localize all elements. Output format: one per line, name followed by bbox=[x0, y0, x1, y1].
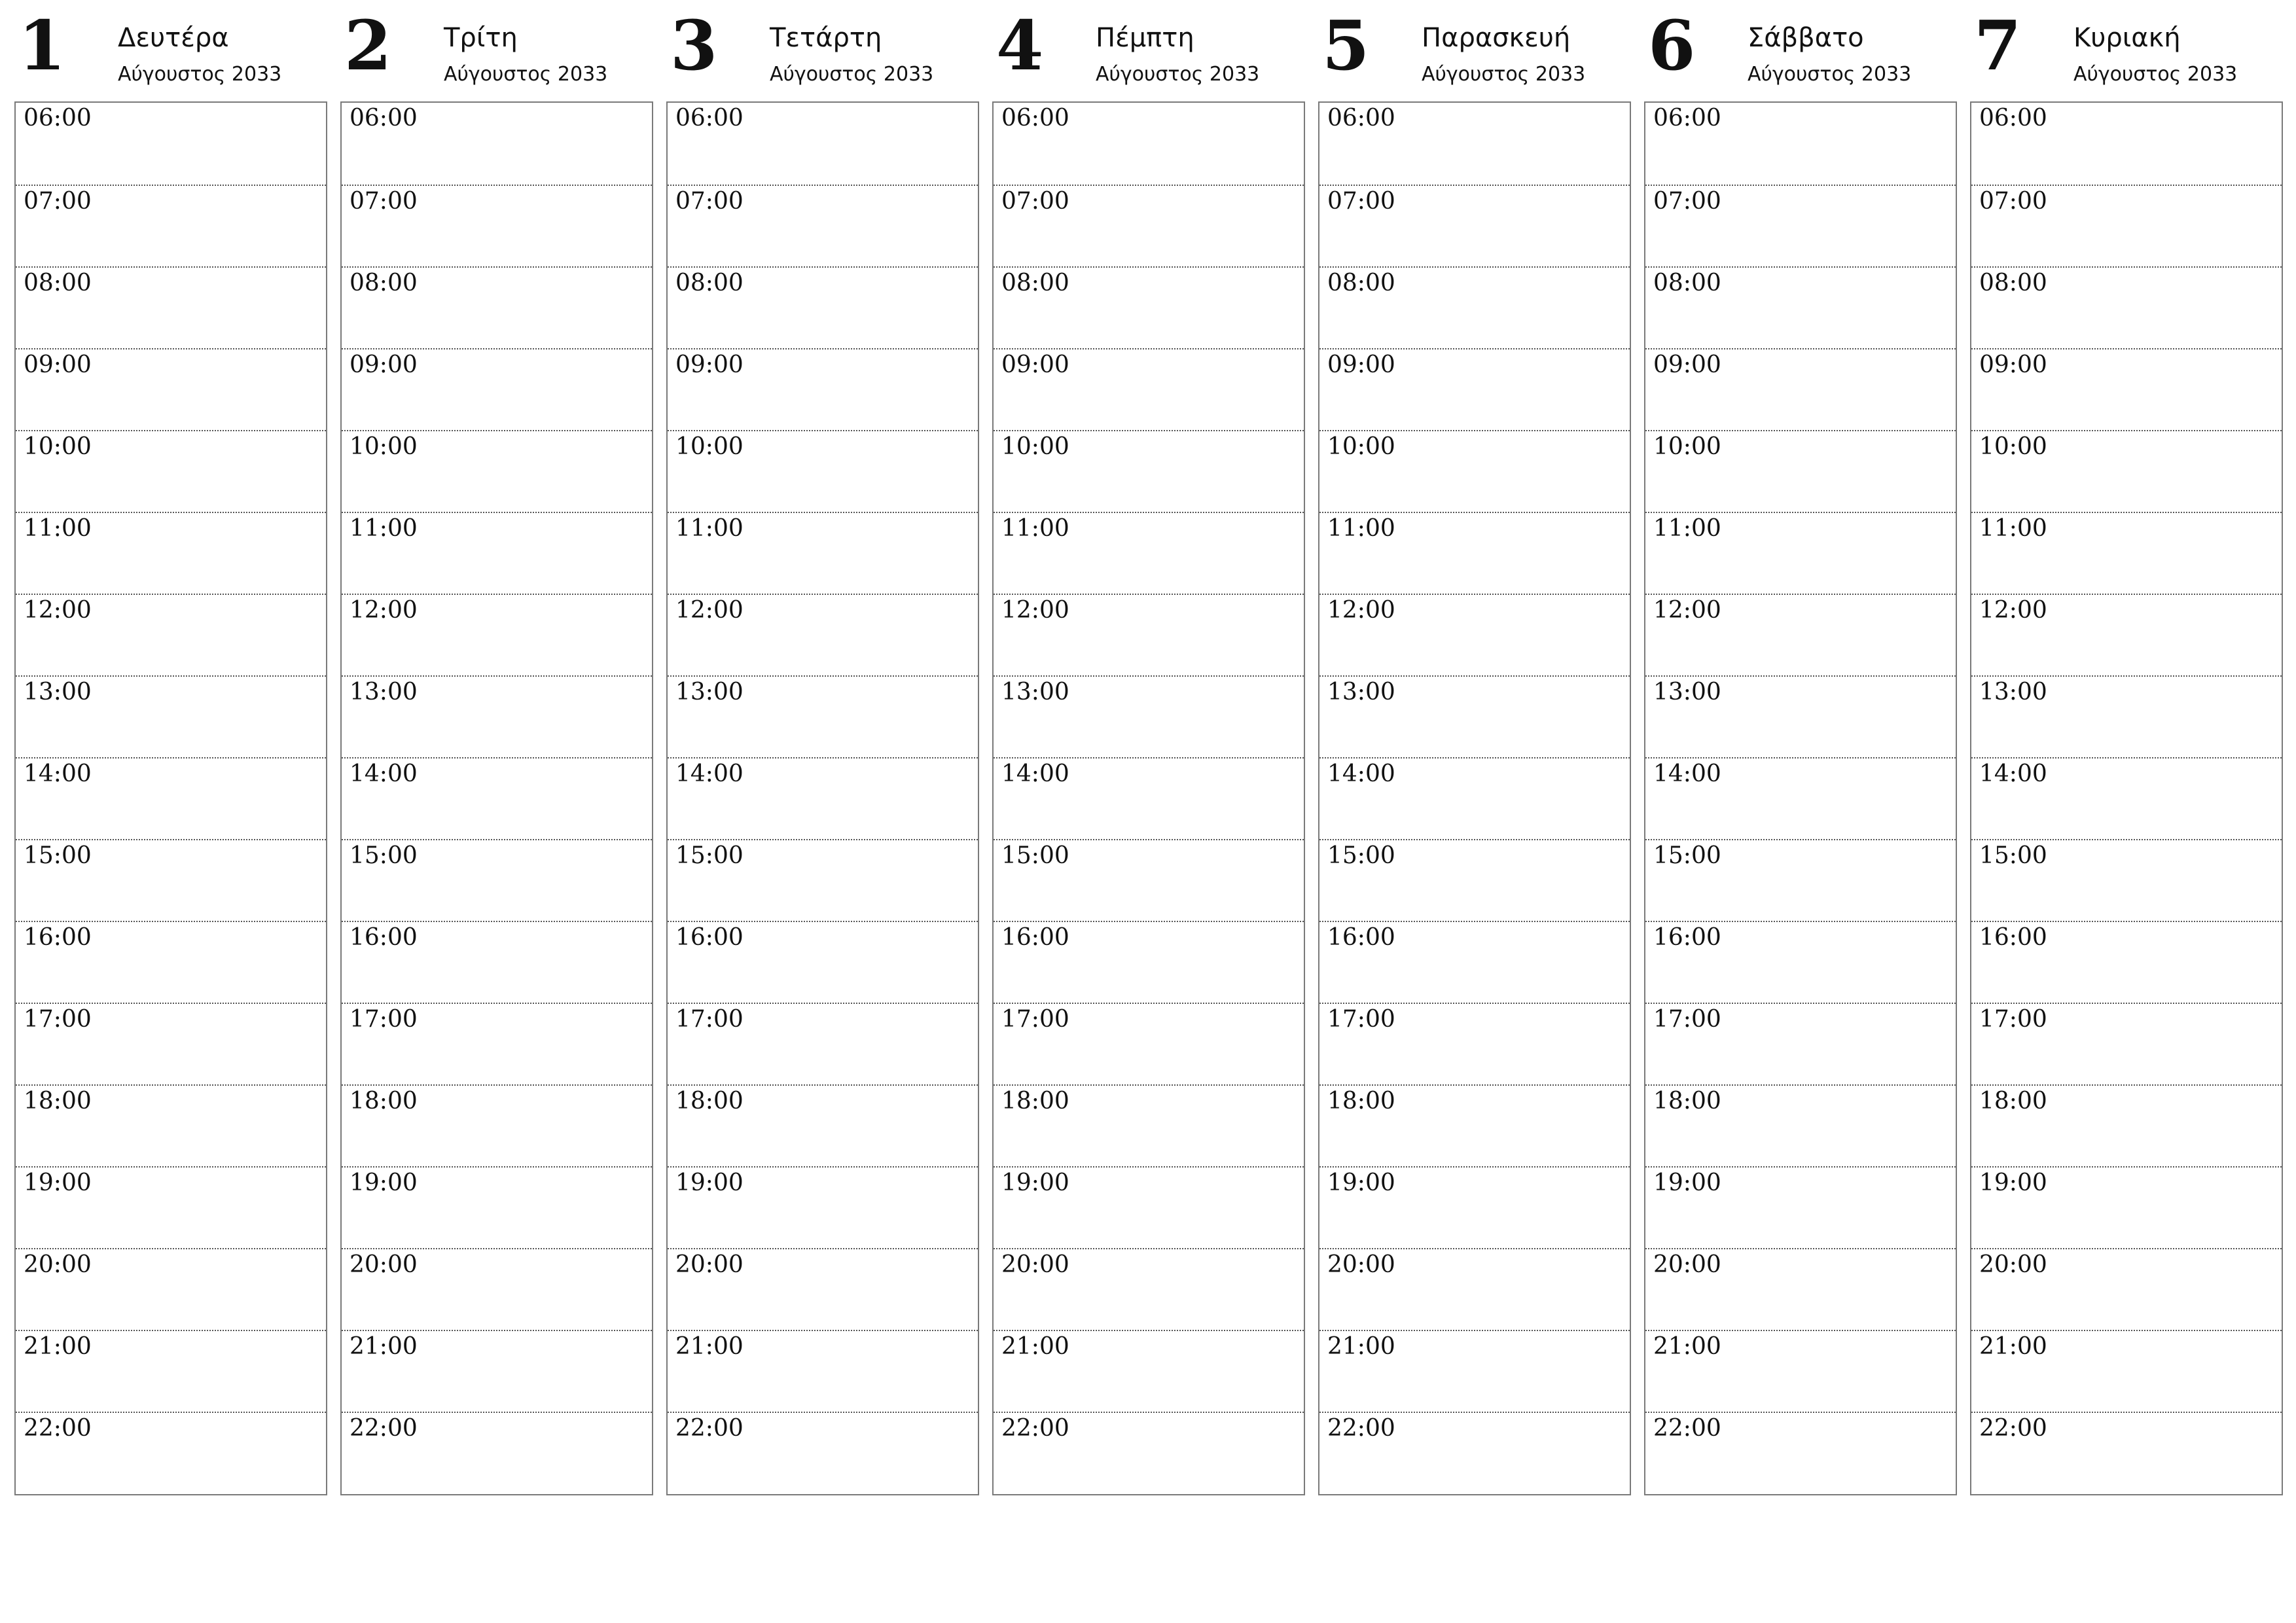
hour-label: 12:00 bbox=[1327, 597, 1395, 624]
day-column bbox=[1318, 0, 1631, 1442]
hour-label: 12:00 bbox=[675, 597, 744, 624]
hour-slot[interactable] bbox=[342, 921, 652, 1004]
hour-label: 06:00 bbox=[675, 105, 744, 132]
hour-label: 16:00 bbox=[1327, 924, 1395, 951]
hour-label: 18:00 bbox=[1653, 1088, 1721, 1115]
hour-slot[interactable] bbox=[668, 921, 978, 1004]
hour-slot[interactable] bbox=[994, 348, 1304, 431]
hour-label: 19:00 bbox=[1327, 1169, 1395, 1196]
hour-slots-box bbox=[1970, 101, 2283, 1495]
hour-slot[interactable] bbox=[668, 1248, 978, 1331]
hour-slot[interactable] bbox=[994, 839, 1304, 922]
hour-slot[interactable] bbox=[1645, 348, 1956, 431]
hour-slot[interactable] bbox=[668, 185, 978, 268]
hour-slots-box bbox=[992, 101, 1305, 1495]
hour-slot[interactable] bbox=[1645, 1248, 1956, 1331]
hour-label: 11:00 bbox=[1001, 515, 1069, 542]
day-header bbox=[666, 0, 979, 101]
hour-label: 17:00 bbox=[1979, 1006, 2047, 1033]
hour-slot[interactable] bbox=[1319, 430, 1630, 513]
hour-slot[interactable] bbox=[994, 430, 1304, 513]
hour-slot[interactable] bbox=[994, 1003, 1304, 1086]
hour-slot[interactable] bbox=[1645, 430, 1956, 513]
hour-label: 13:00 bbox=[1001, 679, 1069, 705]
hour-label: 22:00 bbox=[1653, 1415, 1721, 1442]
hour-slot[interactable] bbox=[1645, 594, 1956, 677]
hour-slot[interactable] bbox=[342, 1248, 652, 1331]
hour-slot[interactable] bbox=[1319, 1330, 1630, 1413]
hour-slot[interactable] bbox=[1645, 921, 1956, 1004]
hour-slot[interactable] bbox=[342, 594, 652, 677]
hour-slot[interactable] bbox=[1319, 266, 1630, 349]
hour-slot[interactable] bbox=[16, 757, 326, 840]
hour-label: 15:00 bbox=[1327, 842, 1395, 869]
hour-label: 20:00 bbox=[350, 1251, 418, 1278]
hour-slot[interactable] bbox=[1971, 594, 2282, 677]
day-number: 1 bbox=[18, 5, 66, 86]
hour-label: 15:00 bbox=[675, 842, 744, 869]
hour-label: 12:00 bbox=[24, 597, 92, 624]
hour-label: 21:00 bbox=[1653, 1333, 1721, 1360]
day-column bbox=[992, 0, 1305, 1442]
hour-label: 08:00 bbox=[24, 270, 92, 296]
day-header bbox=[1644, 0, 1957, 101]
hour-label: 14:00 bbox=[1327, 760, 1395, 787]
hour-slot[interactable] bbox=[668, 103, 978, 185]
hour-label: 10:00 bbox=[1653, 433, 1721, 460]
month-year: Αύγουστος 2033 bbox=[2073, 63, 2238, 86]
hour-slot[interactable] bbox=[1971, 921, 2282, 1004]
hour-slot[interactable] bbox=[342, 103, 652, 185]
hour-slot[interactable] bbox=[668, 594, 978, 677]
hour-label: 14:00 bbox=[1979, 760, 2047, 787]
hour-slot[interactable] bbox=[668, 1003, 978, 1086]
day-name: Κυριακή bbox=[2073, 23, 2181, 53]
hour-label: 17:00 bbox=[350, 1006, 418, 1033]
hour-label: 07:00 bbox=[1001, 188, 1069, 215]
hour-label: 12:00 bbox=[1653, 597, 1721, 624]
hour-label: 16:00 bbox=[1001, 924, 1069, 951]
day-column bbox=[340, 0, 653, 1442]
hour-slot[interactable] bbox=[1971, 348, 2282, 431]
day-header bbox=[340, 0, 653, 101]
hour-label: 15:00 bbox=[1653, 842, 1721, 869]
hour-slot[interactable] bbox=[1645, 1412, 1956, 1495]
hour-label: 12:00 bbox=[350, 597, 418, 624]
hour-slot[interactable] bbox=[342, 757, 652, 840]
hour-slot[interactable] bbox=[16, 1003, 326, 1086]
hour-label: 20:00 bbox=[1653, 1251, 1721, 1278]
hour-label: 07:00 bbox=[24, 188, 92, 215]
hour-slot[interactable] bbox=[342, 348, 652, 431]
hour-slot[interactable] bbox=[16, 1330, 326, 1413]
day-name: Τετάρτη bbox=[770, 23, 882, 53]
hour-slot[interactable] bbox=[1319, 757, 1630, 840]
hour-slot[interactable] bbox=[994, 1330, 1304, 1413]
hour-label: 16:00 bbox=[24, 924, 92, 951]
hour-slot[interactable] bbox=[994, 185, 1304, 268]
hour-label: 10:00 bbox=[350, 433, 418, 460]
month-year: Αύγουστος 2033 bbox=[770, 63, 934, 86]
hour-label: 20:00 bbox=[1327, 1251, 1395, 1278]
hour-label: 15:00 bbox=[1979, 842, 2047, 869]
hour-slot[interactable] bbox=[668, 839, 978, 922]
hour-label: 09:00 bbox=[1653, 351, 1721, 378]
hour-label: 07:00 bbox=[1979, 188, 2047, 215]
hour-label: 22:00 bbox=[1979, 1415, 2047, 1442]
hour-slot[interactable] bbox=[1971, 430, 2282, 513]
hour-slot[interactable] bbox=[1971, 1330, 2282, 1413]
hour-slot[interactable] bbox=[1319, 675, 1630, 758]
hour-label: 11:00 bbox=[675, 515, 744, 542]
hour-label: 10:00 bbox=[24, 433, 92, 460]
hour-label: 09:00 bbox=[1327, 351, 1395, 378]
hour-label: 22:00 bbox=[350, 1415, 418, 1442]
hour-slot[interactable] bbox=[1319, 1084, 1630, 1168]
hour-slot[interactable] bbox=[668, 1166, 978, 1249]
hour-slot[interactable] bbox=[668, 1412, 978, 1495]
hour-label: 09:00 bbox=[350, 351, 418, 378]
hour-slot[interactable] bbox=[994, 1248, 1304, 1331]
hour-label: 08:00 bbox=[1653, 270, 1721, 296]
day-header bbox=[992, 0, 1305, 101]
hour-label: 14:00 bbox=[350, 760, 418, 787]
hour-label: 17:00 bbox=[1327, 1006, 1395, 1033]
hour-label: 09:00 bbox=[1001, 351, 1069, 378]
hour-label: 06:00 bbox=[1653, 105, 1721, 132]
day-number: 3 bbox=[670, 5, 718, 86]
hour-slot[interactable] bbox=[994, 921, 1304, 1004]
hour-slots-box bbox=[340, 101, 653, 1495]
hour-label: 21:00 bbox=[350, 1333, 418, 1360]
hour-label: 14:00 bbox=[1001, 760, 1069, 787]
hour-label: 14:00 bbox=[675, 760, 744, 787]
hour-slot[interactable] bbox=[994, 757, 1304, 840]
hour-slot[interactable] bbox=[342, 266, 652, 349]
hour-slot[interactable] bbox=[1645, 1003, 1956, 1086]
day-name: Πέμπτη bbox=[1096, 23, 1194, 53]
hour-label: 17:00 bbox=[1001, 1006, 1069, 1033]
month-year: Αύγουστος 2033 bbox=[1096, 63, 1260, 86]
hour-label: 22:00 bbox=[24, 1415, 92, 1442]
hour-label: 10:00 bbox=[1001, 433, 1069, 460]
hour-label: 10:00 bbox=[675, 433, 744, 460]
hour-slot[interactable] bbox=[994, 1166, 1304, 1249]
day-number: 7 bbox=[1974, 5, 2022, 86]
hour-slot[interactable] bbox=[342, 1330, 652, 1413]
hour-slot[interactable] bbox=[668, 348, 978, 431]
hour-label: 18:00 bbox=[24, 1088, 92, 1115]
hour-slot[interactable] bbox=[342, 1166, 652, 1249]
hour-label: 06:00 bbox=[24, 105, 92, 132]
hour-label: 22:00 bbox=[675, 1415, 744, 1442]
hour-label: 19:00 bbox=[1979, 1169, 2047, 1196]
hour-slots-box bbox=[1644, 101, 1957, 1495]
day-header bbox=[1318, 0, 1631, 101]
hour-slot[interactable] bbox=[1645, 1084, 1956, 1168]
hour-slot[interactable] bbox=[1971, 1412, 2282, 1495]
hour-slot[interactable] bbox=[1645, 757, 1956, 840]
day-name: Παρασκευή bbox=[1422, 23, 1571, 53]
hour-slot[interactable] bbox=[1645, 1330, 1956, 1413]
hour-label: 11:00 bbox=[1979, 515, 2047, 542]
hour-slot[interactable] bbox=[994, 594, 1304, 677]
hour-label: 18:00 bbox=[1979, 1088, 2047, 1115]
hour-slot[interactable] bbox=[1971, 266, 2282, 349]
hour-label: 11:00 bbox=[350, 515, 418, 542]
hour-label: 07:00 bbox=[1653, 188, 1721, 215]
hour-slot[interactable] bbox=[16, 675, 326, 758]
hour-label: 17:00 bbox=[675, 1006, 744, 1033]
hour-slot[interactable] bbox=[1319, 594, 1630, 677]
hour-slot[interactable] bbox=[1319, 1412, 1630, 1495]
day-column bbox=[666, 0, 979, 1442]
hour-label: 13:00 bbox=[1653, 679, 1721, 705]
day-column bbox=[1644, 0, 1957, 1442]
hour-slot[interactable] bbox=[994, 512, 1304, 595]
hour-label: 18:00 bbox=[1001, 1088, 1069, 1115]
hour-label: 15:00 bbox=[350, 842, 418, 869]
hour-label: 19:00 bbox=[675, 1169, 744, 1196]
hour-label: 09:00 bbox=[24, 351, 92, 378]
hour-slot[interactable] bbox=[1319, 1248, 1630, 1331]
month-year: Αύγουστος 2033 bbox=[1748, 63, 1912, 86]
hour-slot[interactable] bbox=[1319, 185, 1630, 268]
hour-label: 16:00 bbox=[350, 924, 418, 951]
hour-label: 20:00 bbox=[1979, 1251, 2047, 1278]
hour-slot[interactable] bbox=[16, 1248, 326, 1331]
hour-slot[interactable] bbox=[1645, 1166, 1956, 1249]
hour-slot[interactable] bbox=[1319, 1166, 1630, 1249]
hour-slot[interactable] bbox=[1319, 1003, 1630, 1086]
month-year: Αύγουστος 2033 bbox=[444, 63, 608, 86]
hour-label: 11:00 bbox=[1653, 515, 1721, 542]
day-name: Σάββατο bbox=[1748, 23, 1864, 53]
hour-slot[interactable] bbox=[1645, 266, 1956, 349]
hour-label: 17:00 bbox=[1653, 1006, 1721, 1033]
hour-slot[interactable] bbox=[994, 266, 1304, 349]
hour-slot[interactable] bbox=[16, 266, 326, 349]
hour-slot[interactable] bbox=[1971, 839, 2282, 922]
hour-label: 18:00 bbox=[1327, 1088, 1395, 1115]
hour-slot[interactable] bbox=[1645, 512, 1956, 595]
hour-slot[interactable] bbox=[668, 1084, 978, 1168]
hour-slot[interactable] bbox=[16, 430, 326, 513]
hour-label: 14:00 bbox=[1653, 760, 1721, 787]
hour-slot[interactable] bbox=[16, 839, 326, 922]
hour-slot[interactable] bbox=[342, 1084, 652, 1168]
hour-label: 19:00 bbox=[24, 1169, 92, 1196]
hour-slot[interactable] bbox=[668, 512, 978, 595]
hour-label: 06:00 bbox=[1327, 105, 1395, 132]
hour-slot[interactable] bbox=[1971, 1248, 2282, 1331]
hour-slot[interactable] bbox=[16, 1166, 326, 1249]
hour-label: 21:00 bbox=[1001, 1333, 1069, 1360]
hour-slot[interactable] bbox=[1645, 103, 1956, 185]
hour-label: 13:00 bbox=[675, 679, 744, 705]
hour-label: 21:00 bbox=[24, 1333, 92, 1360]
month-year: Αύγουστος 2033 bbox=[1422, 63, 1586, 86]
hour-slot[interactable] bbox=[668, 430, 978, 513]
hour-slot[interactable] bbox=[1319, 348, 1630, 431]
hour-slot[interactable] bbox=[668, 266, 978, 349]
day-name: Δευτέρα bbox=[118, 23, 229, 53]
hour-slot[interactable] bbox=[1971, 512, 2282, 595]
hour-slot[interactable] bbox=[1971, 675, 2282, 758]
hour-label: 09:00 bbox=[1979, 351, 2047, 378]
hour-slots-box bbox=[14, 101, 327, 1495]
hour-slot[interactable] bbox=[1319, 839, 1630, 922]
hour-slot[interactable] bbox=[342, 185, 652, 268]
day-number: 2 bbox=[344, 5, 392, 86]
hour-label: 15:00 bbox=[1001, 842, 1069, 869]
day-number: 4 bbox=[996, 5, 1044, 86]
hour-label: 14:00 bbox=[24, 760, 92, 787]
hour-label: 07:00 bbox=[350, 188, 418, 215]
hour-slot[interactable] bbox=[1971, 1166, 2282, 1249]
hour-slot[interactable] bbox=[994, 1084, 1304, 1168]
month-year: Αύγουστος 2033 bbox=[118, 63, 282, 86]
hour-slot[interactable] bbox=[342, 512, 652, 595]
day-name: Τρίτη bbox=[444, 23, 518, 53]
hour-slot[interactable] bbox=[1971, 185, 2282, 268]
hour-slot[interactable] bbox=[342, 430, 652, 513]
hour-slot[interactable] bbox=[994, 103, 1304, 185]
hour-label: 22:00 bbox=[1001, 1415, 1069, 1442]
hour-label: 16:00 bbox=[1653, 924, 1721, 951]
hour-slot[interactable] bbox=[1645, 839, 1956, 922]
hour-label: 10:00 bbox=[1979, 433, 2047, 460]
hour-label: 20:00 bbox=[24, 1251, 92, 1278]
hour-slot[interactable] bbox=[16, 512, 326, 595]
hour-slot[interactable] bbox=[1319, 512, 1630, 595]
hour-slot[interactable] bbox=[1645, 675, 1956, 758]
hour-slot[interactable] bbox=[16, 1412, 326, 1495]
hour-label: 12:00 bbox=[1001, 597, 1069, 624]
hour-slot[interactable] bbox=[1645, 185, 1956, 268]
hour-label: 17:00 bbox=[24, 1006, 92, 1033]
hour-slot[interactable] bbox=[668, 1330, 978, 1413]
hour-label: 08:00 bbox=[350, 270, 418, 296]
hour-label: 08:00 bbox=[1001, 270, 1069, 296]
hour-label: 09:00 bbox=[675, 351, 744, 378]
hour-slot[interactable] bbox=[1319, 921, 1630, 1004]
hour-slot[interactable] bbox=[16, 594, 326, 677]
hour-label: 12:00 bbox=[1979, 597, 2047, 624]
hour-slot[interactable] bbox=[1971, 1084, 2282, 1168]
hour-label: 13:00 bbox=[24, 679, 92, 705]
hour-slot[interactable] bbox=[16, 1084, 326, 1168]
hour-slot[interactable] bbox=[994, 1412, 1304, 1495]
hour-label: 16:00 bbox=[1979, 924, 2047, 951]
day-header bbox=[1970, 0, 2283, 101]
hour-label: 07:00 bbox=[1327, 188, 1395, 215]
hour-slots-box bbox=[666, 101, 979, 1495]
hour-label: 22:00 bbox=[1327, 1415, 1395, 1442]
hour-label: 13:00 bbox=[1327, 679, 1395, 705]
hour-slot[interactable] bbox=[1319, 103, 1630, 185]
hour-slot[interactable] bbox=[668, 757, 978, 840]
hour-label: 15:00 bbox=[24, 842, 92, 869]
hour-label: 08:00 bbox=[1327, 270, 1395, 296]
hour-slot[interactable] bbox=[16, 348, 326, 431]
hour-slot[interactable] bbox=[342, 839, 652, 922]
hour-label: 18:00 bbox=[675, 1088, 744, 1115]
hour-label: 10:00 bbox=[1327, 433, 1395, 460]
hour-label: 11:00 bbox=[24, 515, 92, 542]
hour-slot[interactable] bbox=[16, 921, 326, 1004]
hour-slot[interactable] bbox=[1971, 103, 2282, 185]
hour-label: 06:00 bbox=[1979, 105, 2047, 132]
hour-label: 20:00 bbox=[675, 1251, 744, 1278]
hour-slot[interactable] bbox=[342, 675, 652, 758]
hour-slot[interactable] bbox=[16, 185, 326, 268]
hour-label: 21:00 bbox=[1979, 1333, 2047, 1360]
hour-label: 19:00 bbox=[1653, 1169, 1721, 1196]
day-number: 6 bbox=[1648, 5, 1696, 86]
day-column bbox=[14, 0, 327, 1442]
hour-label: 19:00 bbox=[350, 1169, 418, 1196]
hour-slots-box bbox=[1318, 101, 1631, 1495]
hour-label: 20:00 bbox=[1001, 1251, 1069, 1278]
hour-label: 21:00 bbox=[675, 1333, 744, 1360]
day-number: 5 bbox=[1322, 5, 1370, 86]
hour-slot[interactable] bbox=[1971, 1003, 2282, 1086]
hour-slot[interactable] bbox=[16, 103, 326, 185]
day-column bbox=[1970, 0, 2283, 1442]
hour-label: 07:00 bbox=[675, 188, 744, 215]
hour-slot[interactable] bbox=[342, 1003, 652, 1086]
hour-label: 21:00 bbox=[1327, 1333, 1395, 1360]
hour-label: 08:00 bbox=[675, 270, 744, 296]
day-header bbox=[14, 0, 327, 101]
hour-slot[interactable] bbox=[994, 675, 1304, 758]
hour-label: 19:00 bbox=[1001, 1169, 1069, 1196]
hour-slot[interactable] bbox=[342, 1412, 652, 1495]
hour-label: 11:00 bbox=[1327, 515, 1395, 542]
hour-label: 18:00 bbox=[350, 1088, 418, 1115]
hour-label: 06:00 bbox=[1001, 105, 1069, 132]
hour-slot[interactable] bbox=[668, 675, 978, 758]
hour-label: 06:00 bbox=[350, 105, 418, 132]
hour-label: 08:00 bbox=[1979, 270, 2047, 296]
hour-label: 13:00 bbox=[350, 679, 418, 705]
hour-slot[interactable] bbox=[1971, 757, 2282, 840]
hour-label: 13:00 bbox=[1979, 679, 2047, 705]
hour-label: 16:00 bbox=[675, 924, 744, 951]
